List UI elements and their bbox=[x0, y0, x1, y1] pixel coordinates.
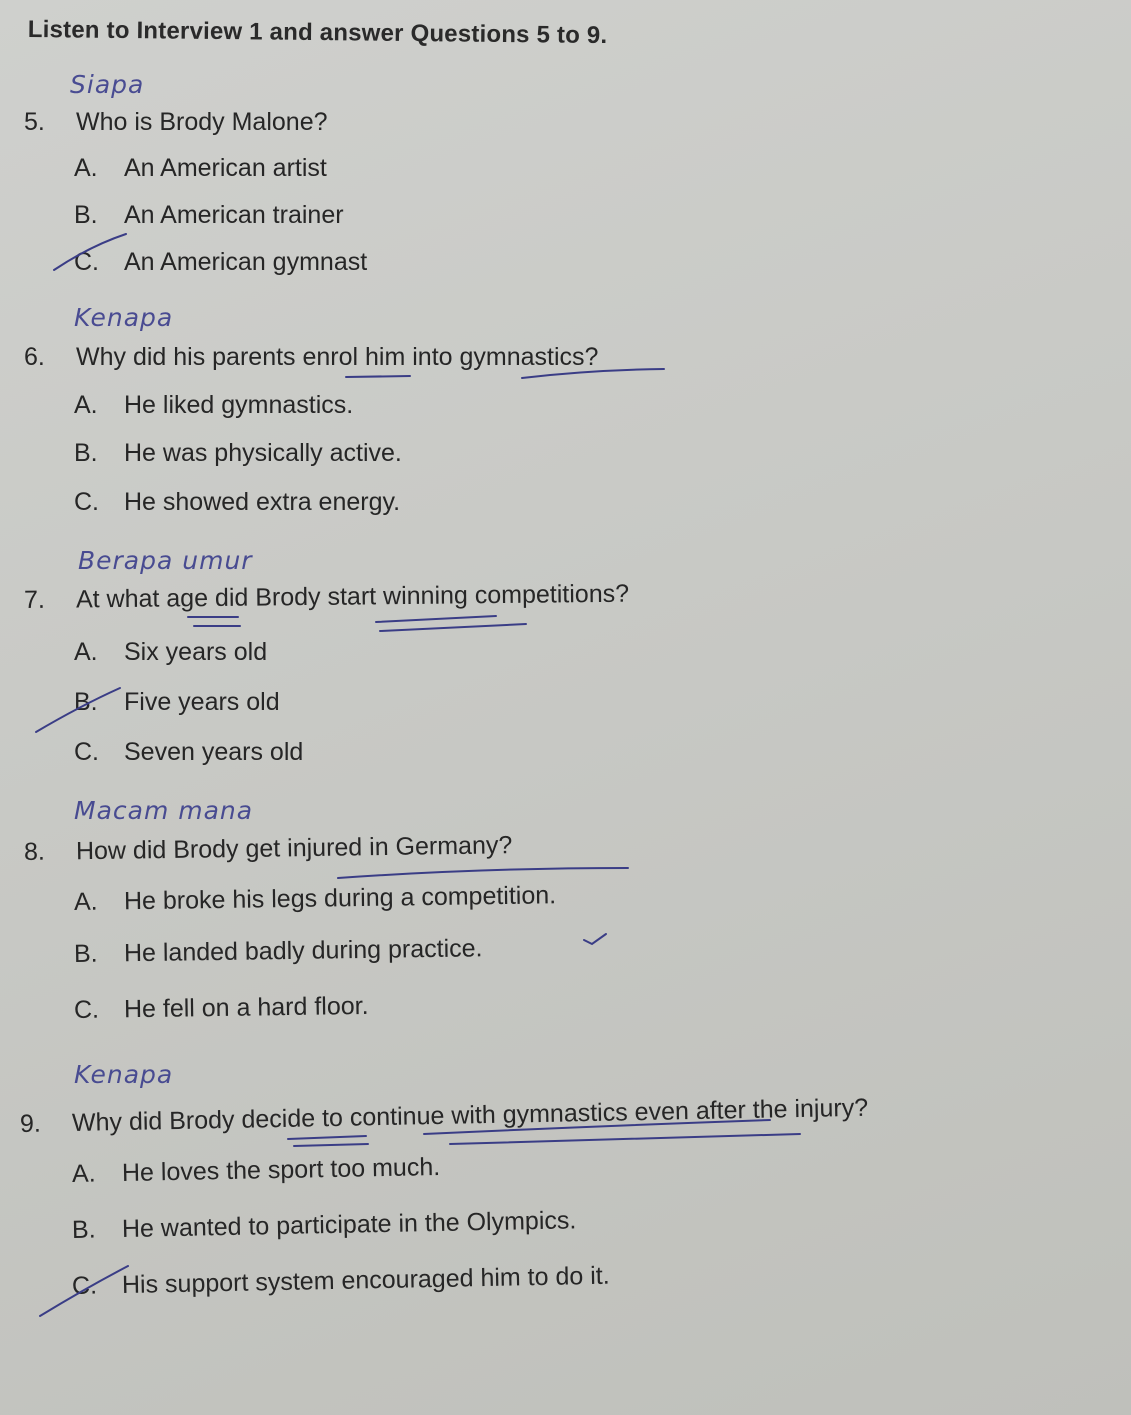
question-9 bbox=[20, 1094, 869, 1139]
q7-option-a[interactable] bbox=[74, 638, 267, 667]
q5-option-b[interactable] bbox=[74, 201, 344, 230]
option-label: B. bbox=[74, 439, 98, 467]
question-number: 8. bbox=[23, 837, 46, 866]
handwritten-note-q7: Berapa umur bbox=[78, 546, 253, 575]
handwritten-note-q5: Siapa bbox=[70, 70, 145, 99]
option-label: A. bbox=[74, 391, 98, 419]
underline-start-winning-second bbox=[380, 624, 526, 631]
q7-option-c[interactable] bbox=[74, 738, 303, 767]
option-text: He was physically active. bbox=[124, 439, 402, 467]
option-label: C. bbox=[74, 248, 99, 276]
question-7 bbox=[24, 580, 629, 615]
underline-continue-second bbox=[450, 1134, 800, 1144]
option-text: He showed extra energy. bbox=[124, 488, 401, 516]
question-text: Why did Brody decide to continue with gymnastics even after the injury? bbox=[71, 1093, 869, 1137]
option-text: Seven years old bbox=[124, 738, 304, 766]
underline-decide-second bbox=[294, 1144, 368, 1146]
option-text: An American gymnast bbox=[124, 248, 368, 276]
q9-option-c[interactable] bbox=[72, 1262, 610, 1301]
option-text: His support system encouraged him to do it. bbox=[121, 1261, 610, 1300]
q7-option-b[interactable] bbox=[74, 688, 280, 717]
question-text: At what age did Brody start winning competitions? bbox=[75, 579, 630, 614]
option-text: He loves the sport too much. bbox=[121, 1152, 441, 1188]
q6-option-b[interactable] bbox=[74, 439, 402, 468]
question-text: Who is Brody Malone? bbox=[76, 108, 328, 136]
option-text: He broke his legs during a competition. bbox=[123, 881, 557, 916]
option-label: B. bbox=[74, 688, 98, 716]
option-text: He wanted to participate in the Olympics. bbox=[121, 1206, 577, 1244]
option-text: He landed badly during practice. bbox=[123, 934, 483, 968]
handwritten-note-q6: Kenapa bbox=[74, 303, 174, 332]
option-label: C. bbox=[71, 1271, 98, 1300]
option-label: A. bbox=[73, 887, 98, 916]
question-number: 9. bbox=[19, 1109, 42, 1138]
question-number: 6. bbox=[24, 343, 45, 371]
option-label: A. bbox=[71, 1159, 96, 1188]
option-label: A. bbox=[74, 638, 98, 666]
q8-option-b[interactable] bbox=[74, 934, 483, 969]
q9-option-a[interactable] bbox=[72, 1153, 441, 1189]
instruction-heading: Listen to Interview 1 and answer Questions 5 to 9. bbox=[27, 16, 608, 50]
underline-injured-in-germany bbox=[338, 868, 628, 878]
option-label: A. bbox=[74, 154, 98, 182]
q5-option-a[interactable] bbox=[74, 154, 327, 183]
option-label: B. bbox=[74, 201, 98, 229]
option-text: An American artist bbox=[124, 154, 327, 182]
underline-start-winning bbox=[376, 616, 496, 622]
question-number: 5. bbox=[24, 108, 45, 136]
q8-option-c[interactable] bbox=[74, 992, 369, 1025]
q8-option-a[interactable] bbox=[74, 881, 557, 917]
question-number: 7. bbox=[23, 585, 45, 614]
q9-option-b[interactable] bbox=[72, 1206, 577, 1245]
handwritten-note-q9: Kenapa bbox=[74, 1060, 174, 1089]
q6-option-c[interactable] bbox=[74, 488, 400, 517]
handwritten-note-q8: Macam mana bbox=[74, 796, 254, 825]
option-label: C. bbox=[73, 995, 100, 1024]
underline-decide bbox=[288, 1136, 366, 1139]
q6-option-a[interactable] bbox=[74, 391, 353, 420]
option-text: He fell on a hard floor. bbox=[123, 991, 369, 1024]
question-text: How did Brody get injured in Germany? bbox=[75, 831, 513, 866]
option-text: He liked gymnastics. bbox=[124, 391, 354, 419]
option-label: C. bbox=[74, 488, 99, 516]
option-text: An American trainer bbox=[124, 201, 344, 229]
option-label: B. bbox=[73, 939, 98, 968]
q5-option-c[interactable] bbox=[74, 248, 367, 277]
option-label: B. bbox=[71, 1215, 96, 1244]
tick-mark-q8 bbox=[584, 934, 606, 944]
option-label: C. bbox=[74, 738, 99, 766]
question-8 bbox=[24, 831, 513, 867]
question-5 bbox=[24, 108, 328, 137]
underline-enrol bbox=[346, 376, 410, 377]
question-text: Why did his parents enrol him into gymnastics? bbox=[76, 343, 599, 371]
option-text: Five years old bbox=[124, 688, 280, 716]
option-text: Six years old bbox=[124, 638, 268, 666]
question-6 bbox=[24, 343, 598, 372]
